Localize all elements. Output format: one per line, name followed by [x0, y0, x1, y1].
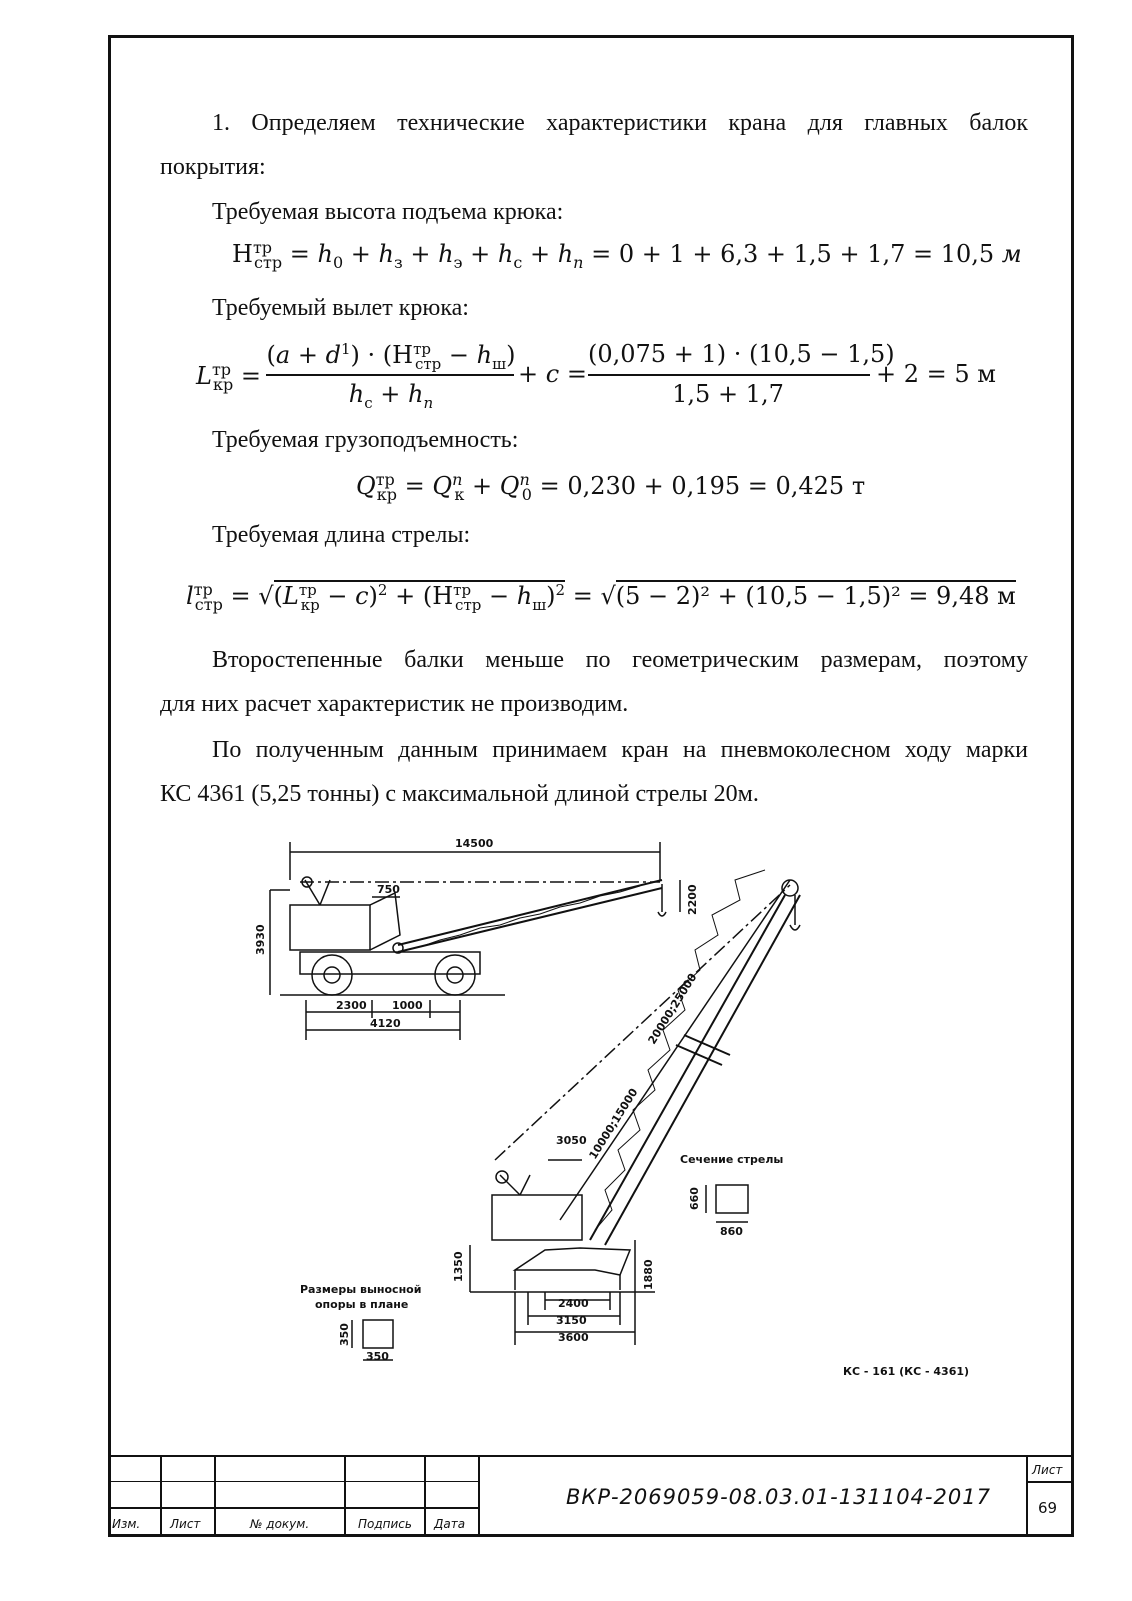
capacity-label: Требуемая грузоподъемность:	[212, 427, 519, 453]
dim-2400: 2400	[558, 1297, 589, 1310]
dim-1000: 1000	[392, 999, 423, 1012]
formula-symbol: $H^{тр}_{стр}$	[232, 238, 283, 272]
secondary-beams-line1: Второстепенные балки меньше по геометрическим размерам, поэтому	[212, 647, 1028, 673]
outrigger-label-line1: Размеры выносной	[300, 1283, 422, 1296]
document-code: ВКР-2069059-08.03.01-131104-2017	[566, 1485, 991, 1509]
hook-height-formula: $H^{тр}_{стр} = h_0 + h_з + h_э + h_с + h_n = 0 + 1 + 6,3 + 1,5 + 1,7 = 10,5$ м	[232, 238, 1022, 272]
dim-660: 660	[688, 1187, 701, 1210]
dim-3600: 3600	[558, 1331, 589, 1344]
stamp-list: Лист	[170, 1517, 201, 1531]
stamp-signature: Подпись	[358, 1517, 412, 1531]
dim-boom-long: 20000;25000	[645, 971, 700, 1047]
dim-750: 750	[377, 883, 400, 896]
stamp-doc-no: № докум.	[250, 1517, 310, 1531]
paragraph-intro-line2: покрытия:	[160, 154, 266, 180]
stamp-sheet-number: 69	[1038, 1499, 1058, 1517]
crane-choice-line1: По полученным данным принимаем кран на пневмоколесном ходу марки	[212, 737, 1028, 763]
reach-formula: $L^{тр}_{кр}$ = $(a + d^1) \cdot (H^{тр}_{стр} - h_ш)$ $h_с + h_n$ + c = (0,075 + 1) · (10,5 − 1,5) 1,5 + 1,7 + 2 = 5 м	[196, 340, 996, 412]
dim-1880: 1880	[642, 1259, 655, 1290]
dim-860: 860	[720, 1225, 743, 1238]
boom-section-label: Сечение стрелы	[680, 1153, 784, 1166]
dim-4120: 4120	[370, 1017, 401, 1030]
dim-350-vertical: 350	[338, 1323, 351, 1346]
dim-3930: 3930	[254, 924, 267, 955]
dim-350-horizontal: 350	[366, 1350, 389, 1363]
title-block	[108, 1455, 1074, 1537]
dim-2300: 2300	[336, 999, 367, 1012]
dim-2200: 2200	[686, 884, 699, 915]
dim-3050: 3050	[556, 1134, 587, 1147]
stamp-sheet-label: Лист	[1032, 1463, 1063, 1477]
dim-1350: 1350	[452, 1251, 465, 1282]
boom-length-formula: $l^{тр}_{стр} = √(L^{тр}_{кр} - c)^2 + (H^{тр}_{стр} - h_ш)^2 = √(5 - 2)^2 + (10,5 - 1,5)^2 = 9,48$ м	[186, 580, 1016, 614]
outrigger-label-line2: опоры в плане	[315, 1298, 409, 1311]
capacity-formula: $Q^{тр}_{кр} = Q^n_к + Q^n_0 = 0,230 + 0,195 = 0,425$ т	[356, 470, 866, 504]
reach-label: Требуемый вылет крюка:	[212, 295, 469, 321]
dim-3150: 3150	[556, 1314, 587, 1327]
paragraph-intro-line1: 1. Определяем технические характеристики крана для главных балок	[212, 110, 1028, 136]
stamp-izm: Изм.	[112, 1517, 141, 1531]
boom-length-label: Требуемая длина стрелы:	[212, 522, 471, 548]
crane-model-caption: КС - 161 (КС - 4361)	[843, 1365, 970, 1378]
dim-boom-short: 10000;15000	[586, 1086, 641, 1162]
hook-height-label: Требуемая высота подъема крюка:	[212, 199, 564, 225]
stamp-date: Дата	[434, 1517, 466, 1531]
crane-choice-line2: КС 4361 (5,25 тонны) с максимальной длиной стрелы 20м.	[160, 781, 759, 807]
dim-14500: 14500	[455, 837, 494, 850]
secondary-beams-line2: для них расчет характеристик не производим.	[160, 691, 629, 717]
